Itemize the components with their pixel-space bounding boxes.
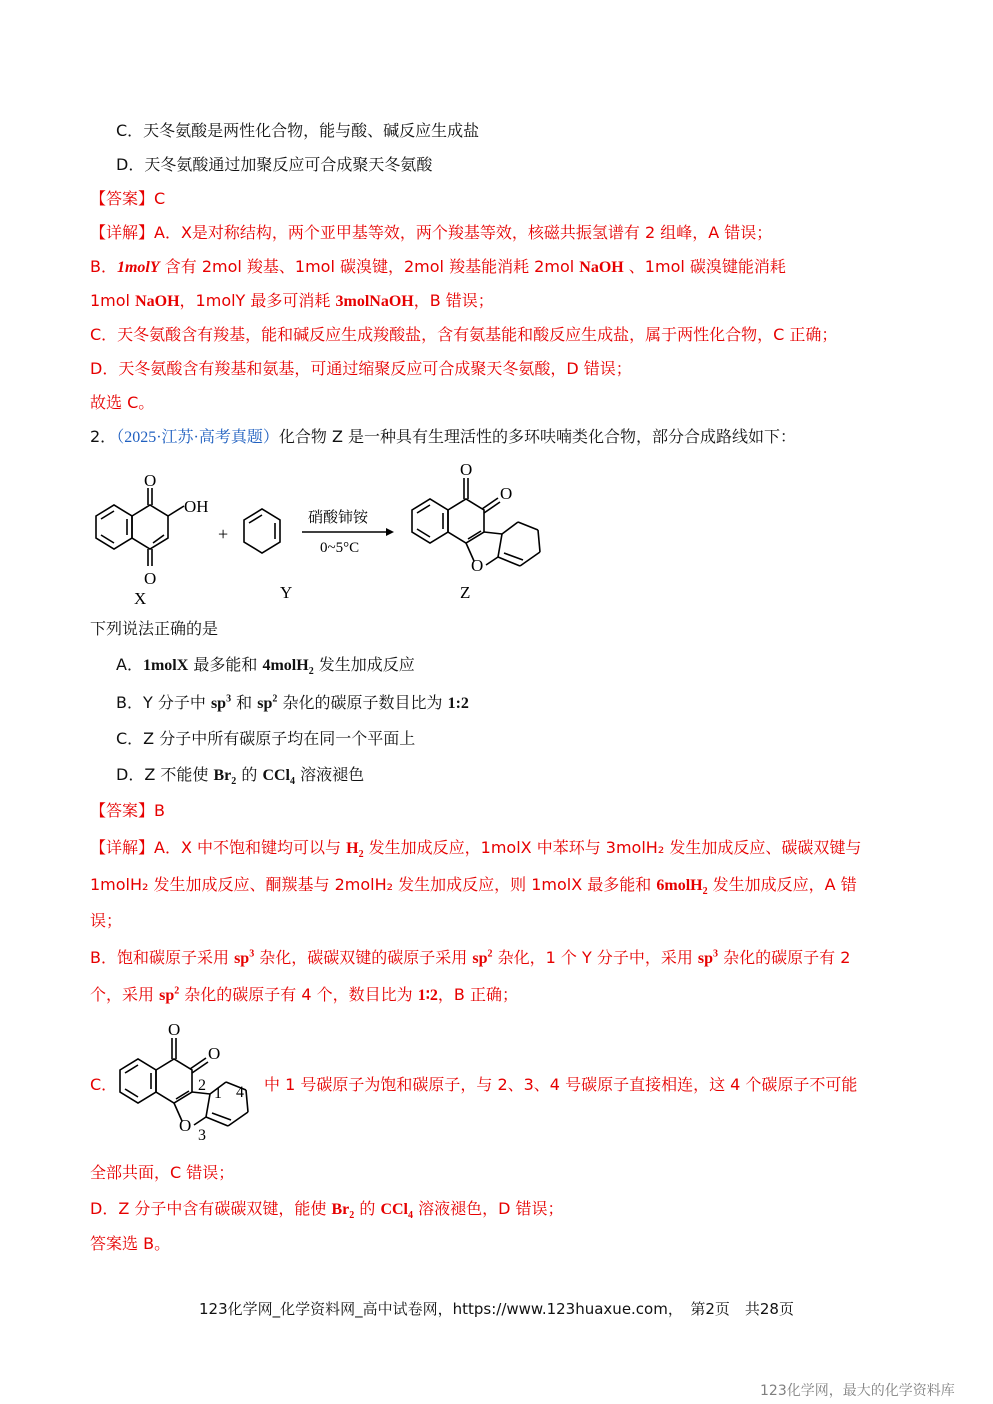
formula: 1:2 <box>447 695 469 712</box>
q2-option-d <box>116 764 364 787</box>
q2-conclusion: 答案选 B。 <box>90 1234 171 1253</box>
subscript: 2 <box>358 849 364 861</box>
q1-conclusion: 故选 C。 <box>90 393 155 412</box>
formula: 1molX <box>142 657 189 674</box>
superscript: 3 <box>249 948 255 960</box>
detail-text: 、1mol 碳溴键能消耗 <box>623 257 786 276</box>
q1-detail-b-line1 <box>90 256 786 279</box>
formula: 4molH <box>262 657 309 674</box>
detail-text: 1mol <box>90 291 136 310</box>
question-stem: 化合物 Z 是一种具有生理活性的多环呋喃类化合物，部分合成路线如下： <box>278 427 796 446</box>
formula: 3molNaOH <box>335 293 414 310</box>
option-text: B．Y 分子中 <box>116 693 211 712</box>
q2-detail-c-line1: 中 1 号碳原子为饱和碳原子，与 2、3、4 号碳原子直接相连，这 4 个碳原子不可能 <box>264 1075 858 1094</box>
label-y: Y <box>280 583 293 602</box>
detail-text: 杂化的碳原子有 2 <box>718 948 851 967</box>
q2-option-c: C．Z 分子中所有碳原子均在同一个平面上 <box>116 729 416 748</box>
page-footer: 123化学网_化学资料网_高中试卷网，https://www.123huaxue.com， 第2页 共28页 <box>199 1300 794 1318</box>
detail-text: B．饱和碳原子采用 <box>90 948 235 967</box>
q2-prompt: 下列说法正确的是 <box>90 619 219 638</box>
superscript: 2 <box>272 693 278 705</box>
superscript: 3 <box>226 693 232 705</box>
option-text: A． <box>116 655 143 674</box>
detail-text: 含有 2mol 羧基、1mol 碳溴键，2mol 羧基能消耗 2mol <box>159 257 580 276</box>
z-quinone-ring <box>448 499 484 543</box>
carbon-number-2: 2 <box>198 1077 206 1094</box>
x-o-top: O <box>144 471 157 490</box>
q2-option-b <box>116 692 469 715</box>
answer-tag: 【答案】 <box>90 801 155 820</box>
subscript: 4 <box>290 776 295 788</box>
detail-text: 溶液褪色，D 错误； <box>413 1199 564 1218</box>
answer-tag: 【答案】 <box>90 189 155 208</box>
option-text: 和 <box>231 693 258 712</box>
detail-text: 杂化的碳原子有 4 个，数目比为 <box>179 985 418 1004</box>
detail-text: 个，采用 <box>90 985 160 1004</box>
q2-detail-a-line2 <box>90 874 857 897</box>
formula: sp <box>257 695 273 712</box>
q2-detail-b-line2 <box>90 984 518 1007</box>
formula: sp <box>234 950 250 967</box>
formula: sp <box>697 950 714 967</box>
answer-value: B <box>154 801 165 820</box>
detail-text: 1molH₂ 发生加成反应、酮羰基与 2molH₂ 发生加成反应，则 1molX 最多能和 <box>90 875 657 894</box>
formula: CCl <box>262 767 290 784</box>
detail-text: ，B 正确； <box>437 985 518 1004</box>
q1-detail-c: C．天冬氨酸含有羧基，能和碱反应生成羧酸盐，含有氨基能和酸反应生成盐，属于两性化合物，C 正确； <box>90 325 838 344</box>
option-text: D．Z 不能使 <box>116 765 214 784</box>
condition-label: 0~5°C <box>320 540 360 556</box>
detail-text: 发生加成反应，1molX 中苯环与 3molH₂ 发生加成反应、碳碳双键与 <box>363 838 862 857</box>
detail-text: 的 <box>354 1199 381 1218</box>
detail-tag: 【详解】 <box>90 838 155 857</box>
detail-text: 发生加成反应，A 错 <box>707 875 857 894</box>
detail-text: ，1molY 最多可消耗 <box>179 291 336 310</box>
reaction-scheme <box>80 458 560 608</box>
formula: 1∶2 <box>417 987 438 1004</box>
formula: 1molY <box>116 259 160 276</box>
question-number: 2． <box>90 427 117 446</box>
z-ring-o: O <box>471 556 484 575</box>
q2-option-a <box>116 654 415 677</box>
subscript: 4 <box>408 1210 413 1222</box>
subscript: 2 <box>308 666 314 678</box>
answer-value: C <box>154 189 166 208</box>
formula: NaOH <box>579 259 624 276</box>
detail-text: D．Z 分子中含有碳碳双键，能使 <box>90 1199 332 1218</box>
q1-answer <box>90 188 165 210</box>
formula: 6molH <box>656 877 703 894</box>
q2-detail-a-line1 <box>90 837 861 860</box>
option-text: 最多能和 <box>188 655 263 674</box>
formula: CCl <box>380 1201 408 1218</box>
furan-o: O <box>179 1116 192 1135</box>
ketone-o-top: O <box>168 1020 181 1039</box>
ketone-o-right: O <box>208 1044 221 1063</box>
formula: H <box>346 840 359 857</box>
superscript: 3 <box>713 948 719 960</box>
q2-detail-b-line1 <box>90 947 850 970</box>
x-oh-label: OH <box>184 497 209 516</box>
q1-detail-b-line2 <box>90 290 494 313</box>
formula: sp <box>472 950 488 967</box>
detail-tag: 【详解】 <box>90 223 155 242</box>
carbon-number-1: 1 <box>214 1085 222 1102</box>
z-o-top: O <box>460 460 473 479</box>
option-text: 的 <box>236 765 263 784</box>
subscript: 2 <box>231 776 237 788</box>
question-source: （2025·江苏·高考真题） <box>116 429 279 446</box>
detail-text: B． <box>90 257 117 276</box>
superscript: 2 <box>174 985 180 997</box>
option-text: 溶液褪色 <box>295 765 365 784</box>
label-z: Z <box>460 583 471 602</box>
formula: sp <box>210 695 227 712</box>
q1-detail-a <box>90 222 772 244</box>
superscript: 2 <box>487 948 493 960</box>
formula: sp <box>159 987 175 1004</box>
label-x: X <box>134 589 147 608</box>
option-text: 杂化的碳原子数目比为 <box>277 693 448 712</box>
detail-a-text: A．X是对称结构，两个亚甲基等效，两个羧基等效，核磁共振氢谱有 2 组峰，A 错误； <box>154 223 773 242</box>
formula: NaOH <box>135 293 180 310</box>
q1-option-d: D．天冬氨酸通过加聚反应可合成聚天冬氨酸 <box>116 155 433 174</box>
detail-text: 杂化，1 个 Y 分子中，采用 <box>492 948 698 967</box>
plus-sign: + <box>218 524 229 544</box>
detail-text: 杂化，碳碳双键的碳原子采用 <box>254 948 473 967</box>
q2-stem <box>90 426 796 449</box>
option-text: 发生加成反应 <box>313 655 415 674</box>
carbon-number-3: 3 <box>198 1127 206 1144</box>
formula: Br <box>331 1201 350 1218</box>
q2-answer <box>90 800 165 822</box>
q2-detail-a-line3: 误； <box>90 911 123 930</box>
x-o-bottom: O <box>144 569 157 588</box>
q1-option-c: C．天冬氨酸是两性化合物，能与酸、碱反应生成盐 <box>116 121 480 140</box>
formula: Br <box>213 767 232 784</box>
z-o-right: O <box>500 484 513 503</box>
watermark: 123化学网，最大的化学资料库 <box>760 1383 955 1399</box>
q2-detail-c-prefix: C． <box>90 1075 118 1094</box>
q2-detail-c-line2: 全部共面，C 错误； <box>90 1163 235 1182</box>
detail-text: ，B 错误； <box>413 291 494 310</box>
subscript: 2 <box>702 886 708 898</box>
q2-detail-d <box>90 1198 564 1221</box>
z-structure-numbered <box>112 1018 272 1148</box>
reagent-label: 硝酸铈铵 <box>308 510 369 526</box>
subscript: 2 <box>349 1210 355 1222</box>
q1-detail-d: D．天冬氨酸含有羧基和氨基，可通过缩聚反应可合成聚天冬氨酸，D 错误； <box>90 359 632 378</box>
detail-text: A．X 中不饱和键均可以与 <box>154 838 347 857</box>
x-quinone-ring <box>132 505 168 549</box>
carbon-number-4: 4 <box>236 1084 244 1101</box>
